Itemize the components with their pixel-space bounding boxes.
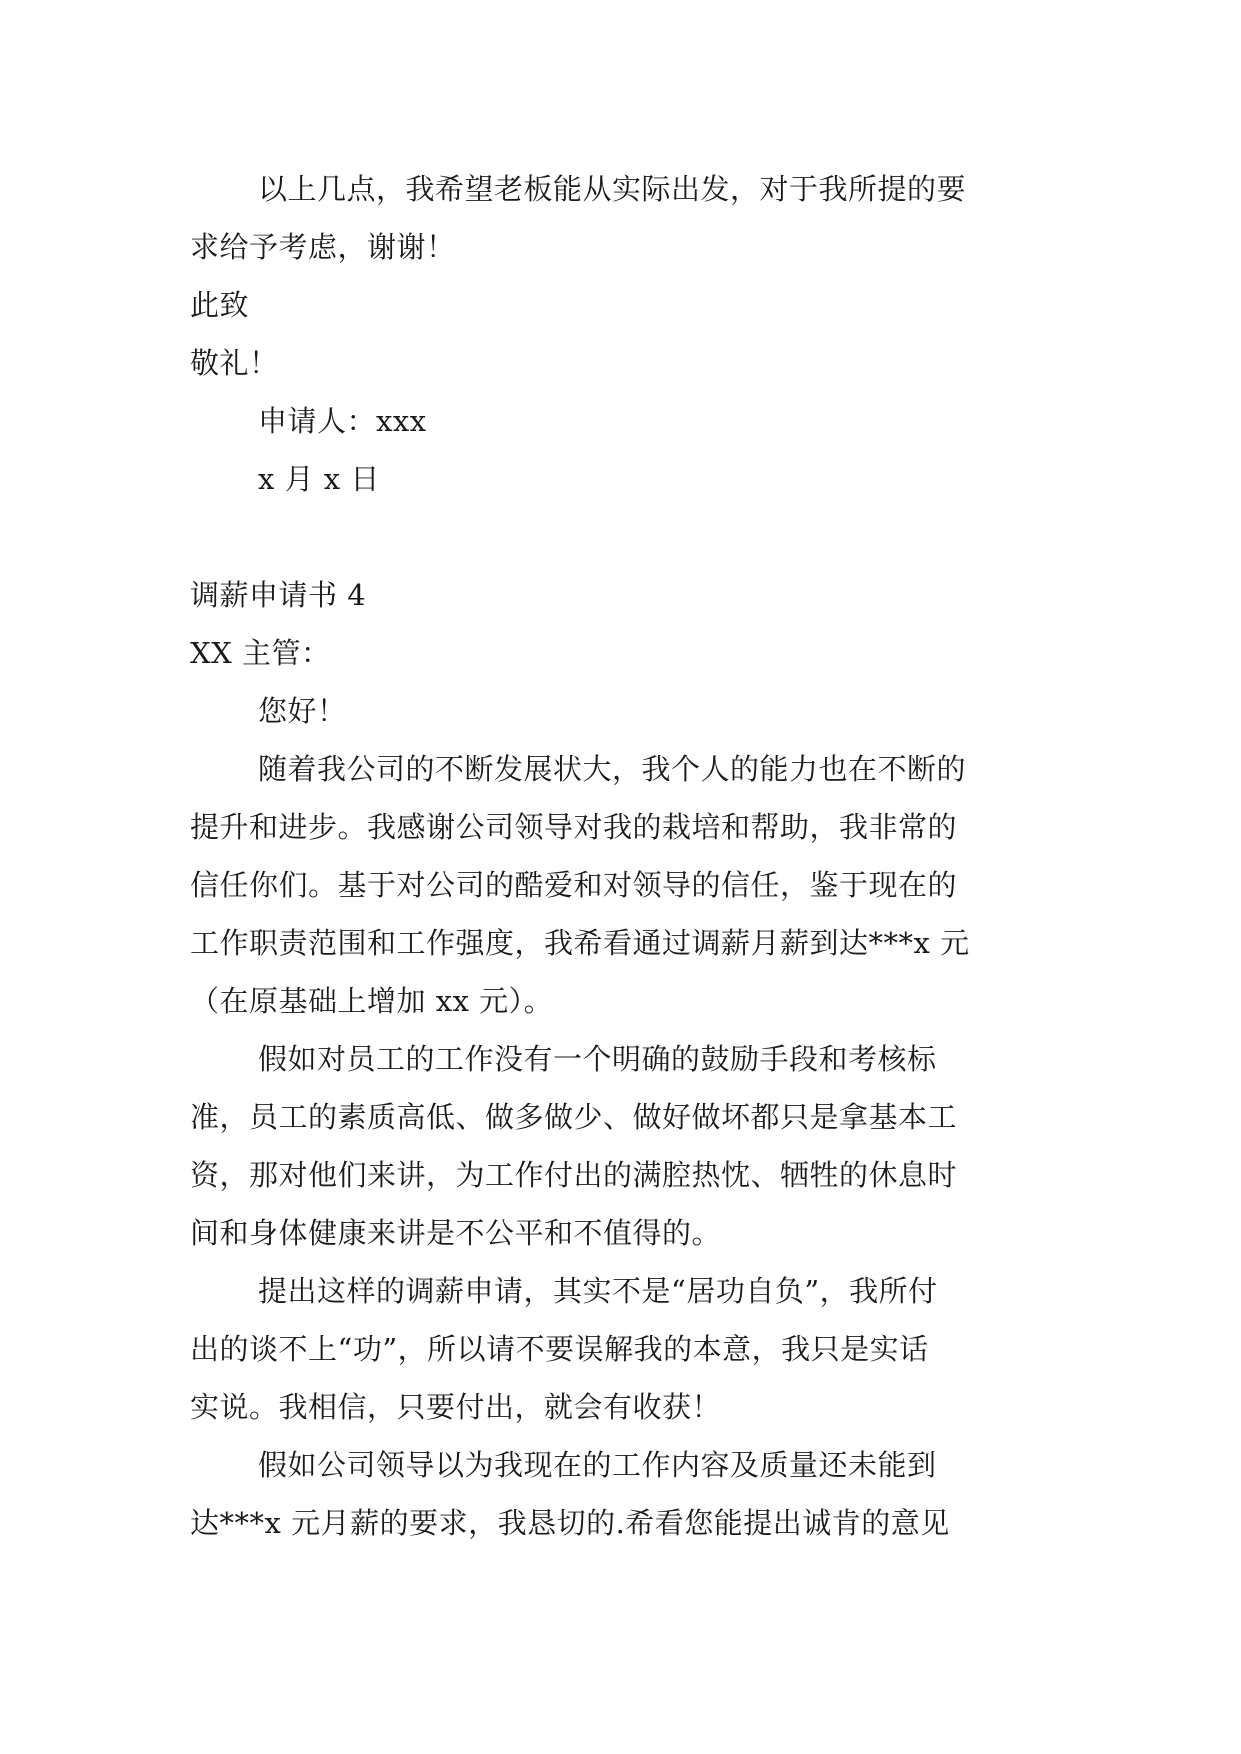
paragraph-line: 出的谈不上“功”，所以请不要误解我的本意，我只是实话 bbox=[190, 1332, 929, 1366]
paragraph-line: 求给予考虑，谢谢！ bbox=[190, 230, 456, 264]
paragraph-line: 工作职责范围和工作强度，我希看通过调薪月薪到达***x 元 bbox=[190, 926, 970, 960]
paragraph-line: 提出这样的调薪申请，其实不是“居功自负”，我所付 bbox=[258, 1274, 938, 1308]
closing-line: 此致 bbox=[190, 288, 250, 322]
date-line: x 月 x 日 bbox=[258, 462, 380, 496]
paragraph-line: 资，那对他们来讲，为工作付出的满腔热忱、牺牲的休息时 bbox=[190, 1158, 958, 1192]
paragraph-line: 提升和进步。我感谢公司领导对我的栽培和帮助，我非常的 bbox=[190, 810, 958, 844]
closing-line: 敬礼！ bbox=[190, 346, 279, 380]
paragraph-line: （在原基础上增加 xx 元）。 bbox=[190, 984, 554, 1018]
paragraph-line: 以上几点，我希望老板能从实际出发，对于我所提的要 bbox=[258, 172, 967, 206]
paragraph-line: 达***x 元月薪的要求，我恳切的.希看您能提出诚肯的意见 bbox=[190, 1506, 950, 1540]
section-title: 调薪申请书 4 bbox=[190, 578, 367, 612]
salutation-line: XX 主管： bbox=[190, 636, 331, 670]
paragraph-line: 信任你们。基于对公司的酷爱和对领导的信任，鉴于现在的 bbox=[190, 868, 958, 902]
paragraph-line: 间和身体健康来讲是不公平和不值得的。 bbox=[190, 1216, 722, 1250]
section-gap bbox=[190, 508, 1060, 566]
paragraph-line: 实说。我相信，只要付出，就会有收获！ bbox=[190, 1390, 722, 1424]
applicant-line: 申请人：xxx bbox=[258, 404, 427, 438]
paragraph-line: 随着我公司的不断发展状大，我个人的能力也在不断的 bbox=[258, 752, 967, 786]
greeting-line: 您好！ bbox=[258, 694, 347, 728]
paragraph-line: 假如对员工的工作没有一个明确的鼓励手段和考核标 bbox=[258, 1042, 937, 1076]
document-page bbox=[190, 160, 1060, 1552]
paragraph-line: 假如公司领导以为我现在的工作内容及质量还未能到 bbox=[258, 1448, 937, 1482]
paragraph-line: 准，员工的素质高低、做多做少、做好做坏都只是拿基本工 bbox=[190, 1100, 958, 1134]
